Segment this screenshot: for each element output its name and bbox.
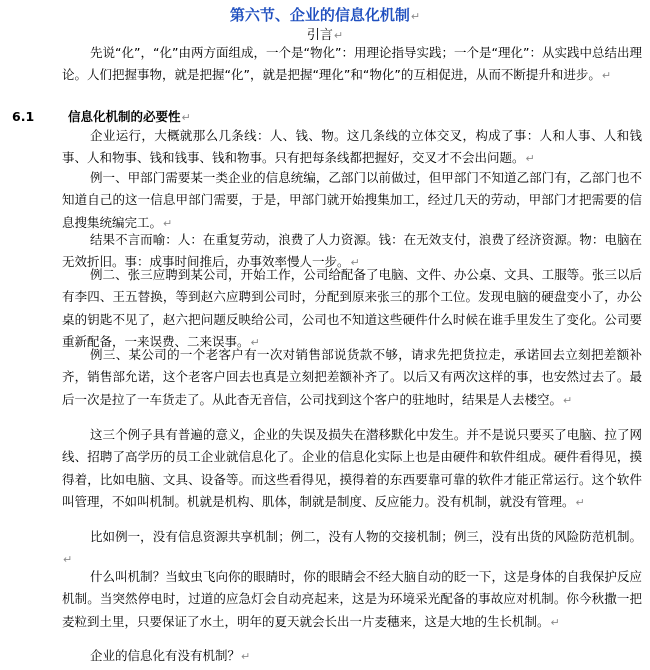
body-paragraph <box>62 526 642 572</box>
paragraph-mark-icon: ↵ <box>525 152 535 166</box>
intro-text: 先说“化”，“化”由两方面组成，一个是“物化”：用理论指导实践；一个是“理化”：从实践中总结出理论。人们把握事物，就是把握“化”，就是把握“理化”和“物化”的互相促进，从而不断提升和进步。 <box>62 45 642 83</box>
paragraph-mark-icon: ↵ <box>250 335 260 349</box>
body-paragraph <box>62 264 642 354</box>
paragraph-text: 什么叫机制？当蚊虫飞向你的眼睛时，你的眼睛会不经大脑自动的眨一下，这是身体的自我保护反应机制。当突然停电时，过道的应急灯会自动亮起来，这是为环境采光配备的事故应对机制。你今秋撒一把麦粒到土里，只要保证了水土，明年的夏天就会长出一片麦穗来，这是大地的生长机制。 <box>62 569 642 629</box>
body-paragraph <box>62 645 642 668</box>
paragraph-mark-icon: ↵ <box>333 29 344 42</box>
paragraph-mark-icon: ↵ <box>563 393 573 407</box>
paragraph-mark-icon: ↵ <box>410 10 421 23</box>
body-paragraph <box>62 344 642 412</box>
paragraph-text: 例二、张三应聘到某公司，开始工作，公司给配备了电脑、文件、办公桌、文具、工服等。张三以后有李四、王五替换，等到赵六应聘到公司时，分配到原来张三的那个工位。发现电脑的硬盘变小了，办公桌的钥匙不见了，赵六把问题反映给公司，公司也不知道这些硬件什么时候在谁手里发生了变化。公司要重新配备，一来误费、二来误事。 <box>62 267 642 349</box>
subtitle-text: 引言 <box>306 28 333 43</box>
intro-paragraph <box>62 42 642 88</box>
paragraph-mark-icon: ↵ <box>63 553 73 567</box>
paragraph-mark-icon: ↵ <box>575 495 585 509</box>
title-text: 第六节、企业的信息化机制 <box>229 6 410 24</box>
body-paragraph <box>62 424 642 514</box>
paragraph-mark-icon: ↵ <box>163 216 173 230</box>
section-title: 信息化机制的必要性 <box>68 109 181 124</box>
paragraph-mark-icon: ↵ <box>241 650 251 663</box>
paragraph-text: 企业的信息化有没有机制？ <box>90 648 241 663</box>
body-paragraph <box>62 566 642 634</box>
section-number: 6.1 <box>12 109 35 124</box>
paragraph-mark-icon: ↵ <box>601 69 612 83</box>
paragraph-mark-icon: ↵ <box>350 256 360 270</box>
paragraph-text: 例一、甲部门需要某一类企业的信息统编，乙部门以前做过，但甲部门不知道乙部门有，乙部门也不知道自己的这一信息甲部门需要，于是，甲部门就开始搜集加工，经过几天的劳动，甲部门才把需要的信息搜集统编完工。 <box>62 170 642 230</box>
body-paragraph <box>62 167 642 235</box>
body-paragraph <box>62 125 642 171</box>
paragraph-text: 这三个例子具有普遍的意义，企业的失误及损失在潜移默化中发生。并不是说只要买了电脑、拉了网线、招聘了高学历的员工企业就信息化了。企业的信息化实际上也是由硬件和软件组成。硬件看得见，摸得着，比如电脑、文具、设备等。而这些看得见，摸得着的东西要靠可靠的软件才能正常运行。这个软件叫管理，不如叫机制。机就是机构、肌体，制就是制度、反应能力。没有机制，就没有管理。 <box>62 427 642 509</box>
paragraph-mark-icon: ↵ <box>550 615 560 629</box>
paragraph-mark-icon: ↵ <box>181 111 191 124</box>
paragraph-text: 企业运行，大概就那么几条线：人、钱、物。这几条线的立体交叉，构成了事：人和人事、人和钱事、人和物事、钱和钱事、钱和物事。只有把每条线都把握好，交叉才不会出问题。 <box>62 128 642 166</box>
document-title <box>0 4 650 28</box>
paragraph-text: 例三、某公司的一个老客户有一次对销售部说货款不够，请求先把货拉走，承诺回去立刻把差额补齐，销售部允诺，这个老客户回去也真是立刻把差额补齐了。以后又有两次这样的事，也安然过去了。最后一次是拉了一车货走了。从此杳无音信，公司找到这个客户的驻地时，结果是人去楼空。 <box>62 347 642 407</box>
paragraph-text: 比如例一，没有信息资源共享机制；例二，没有人物的交接机制；例三，没有出货的风险防范机制。 <box>90 529 642 544</box>
paragraph-text: 结果不言而喻：人：在重复劳动，浪费了人力资源。钱：在无效支付，浪费了经济资源。物：电脑在无效折旧。事：成事时间推后，办事效率慢人一步。 <box>62 232 642 270</box>
